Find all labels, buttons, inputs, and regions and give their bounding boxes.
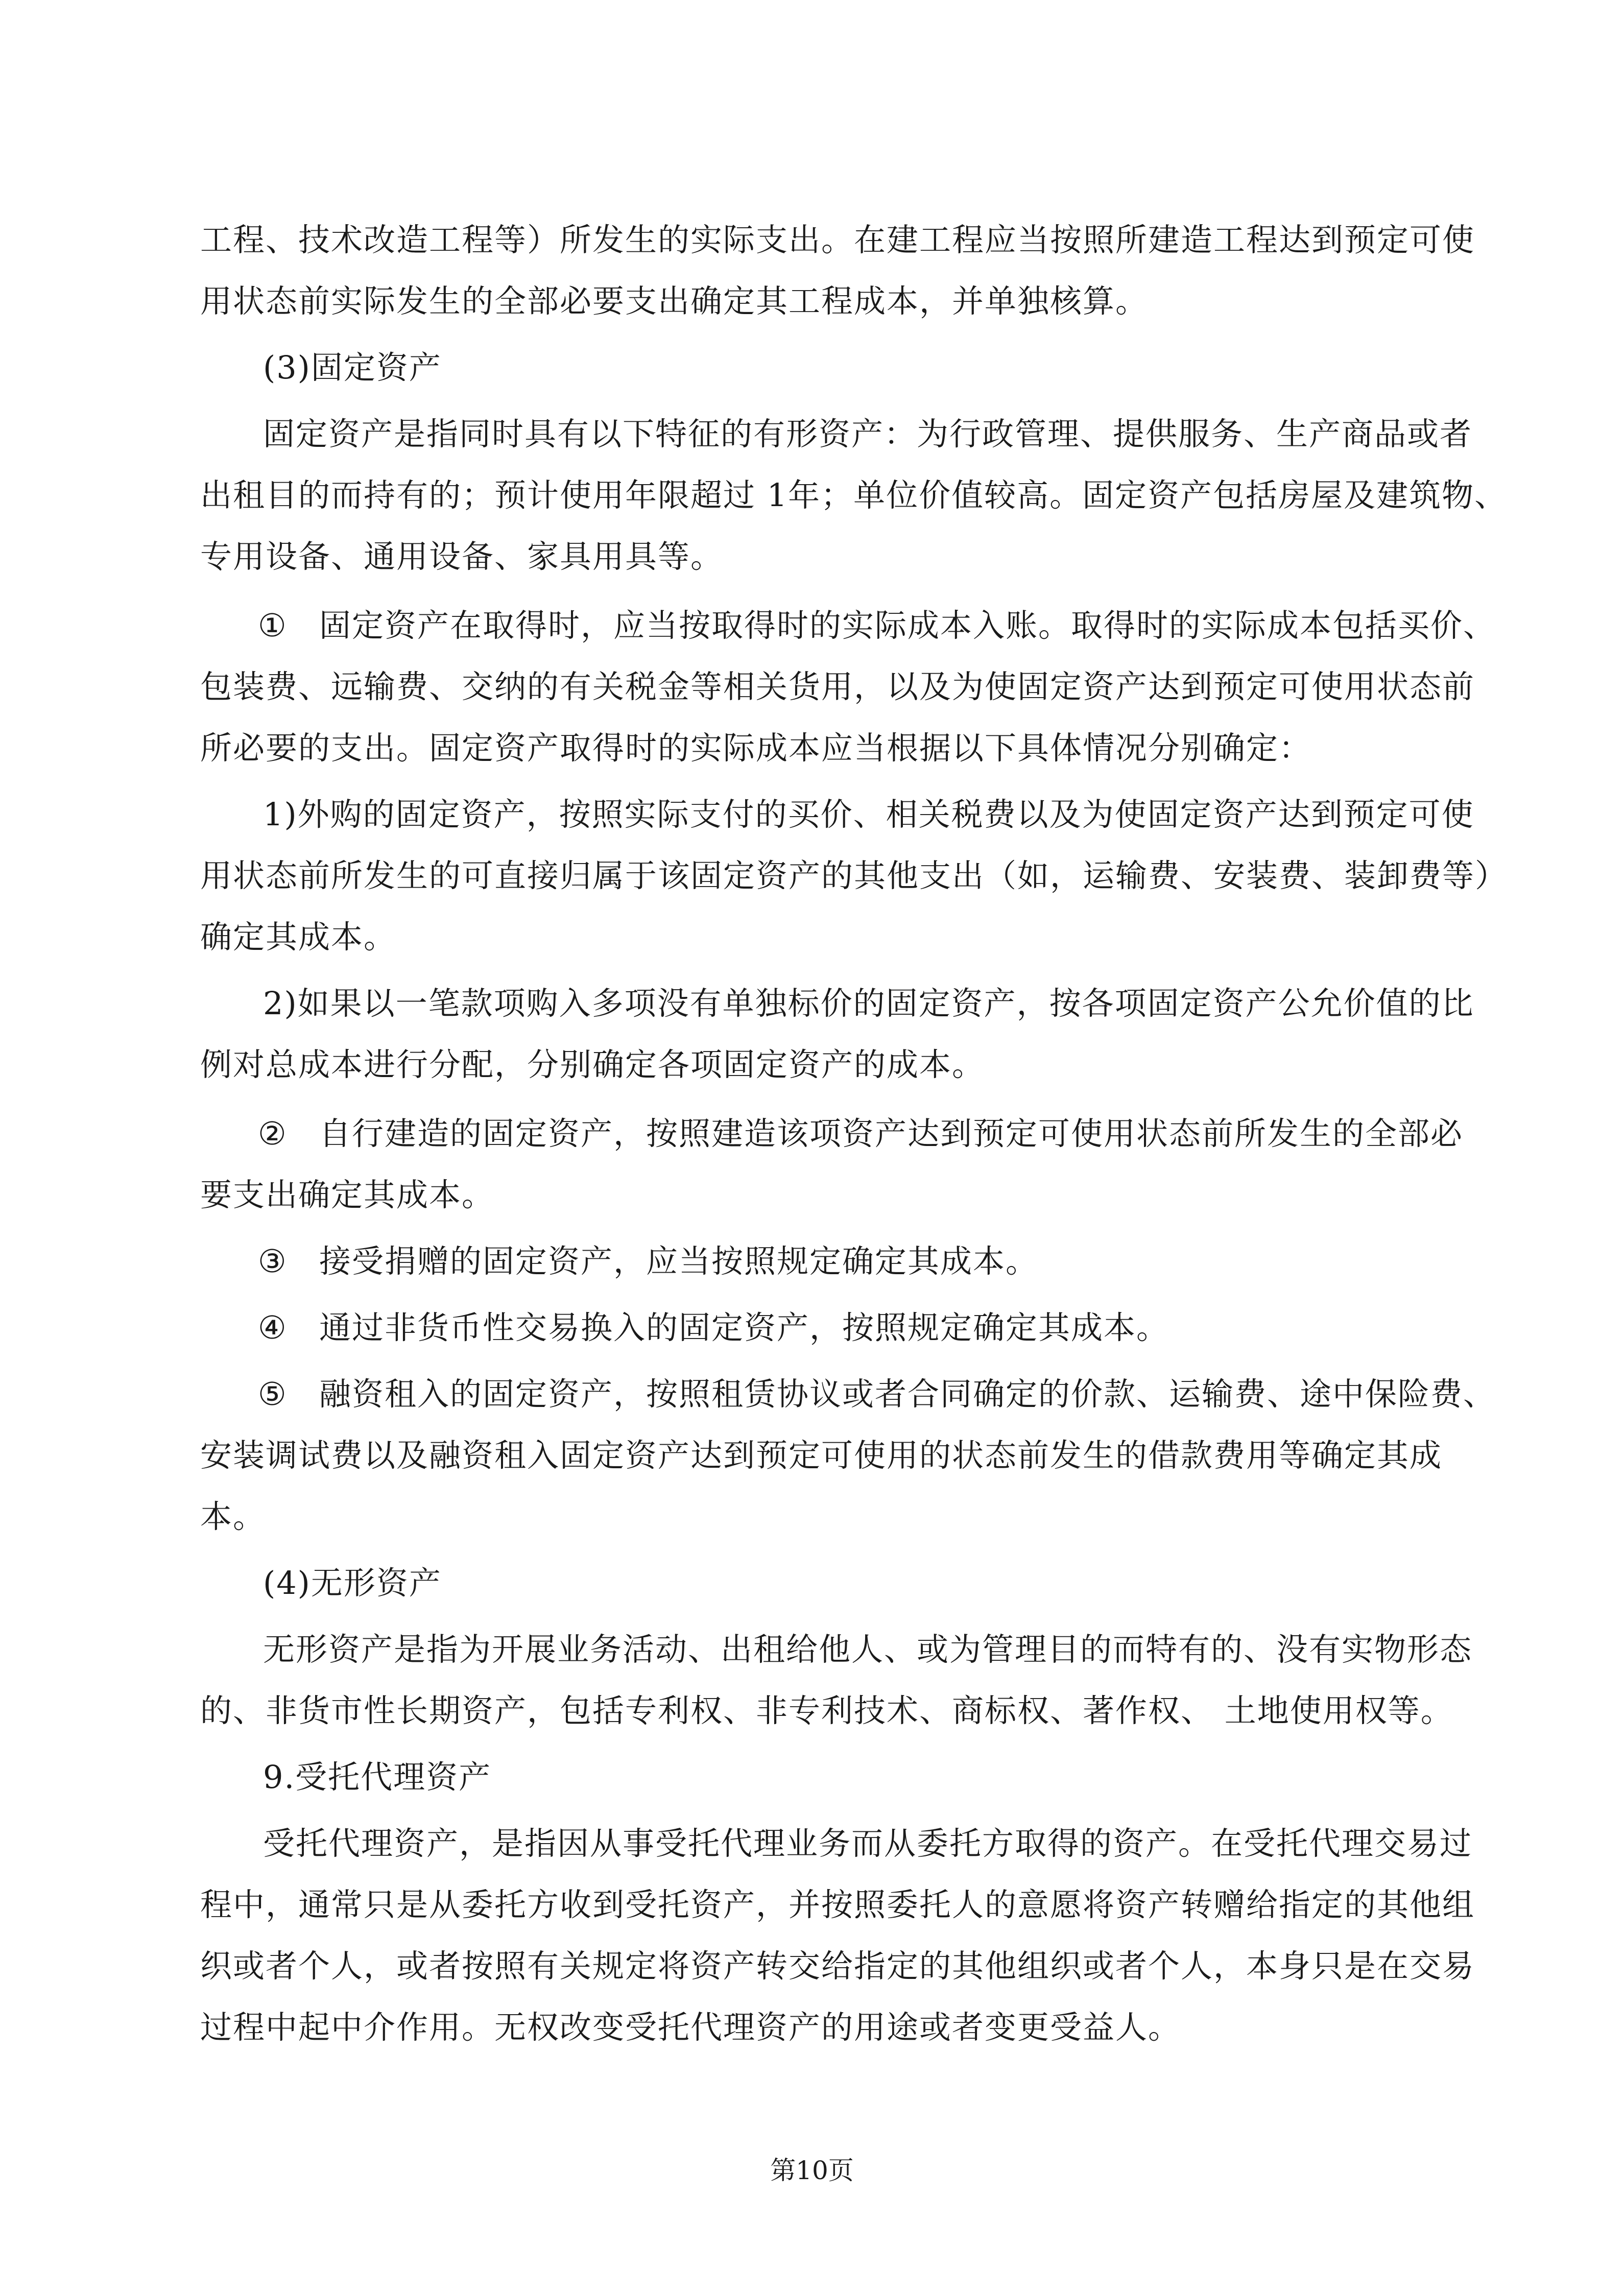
section-heading-entrusted-assets: 9.受托代理资产 <box>263 1758 492 1796</box>
item-number-1: ① <box>258 607 288 644</box>
numbered-item-3 <box>258 1241 1038 1282</box>
body-line: 安装调试费以及融资租入固定资产达到预定可使用的状态前发生的借款费用等确定其成 <box>200 1437 1443 1474</box>
item-text: 接受捐赠的固定资产，应当按照规定确定其成本。 <box>319 1243 1039 1280</box>
item-number-3: ③ <box>258 1243 288 1280</box>
body-line: 要支出确定其成本。 <box>200 1176 495 1213</box>
body-line: 无形资产是指为开展业务活动、出租给他人、或为管理目的而特有的、没有实物形态 <box>263 1631 1473 1668</box>
body-line: 用状态前所发生的可直接归属于该固定资产的其他支出（如，运输费、安装费、装卸费等） <box>200 857 1508 894</box>
item-number-5: ⑤ <box>258 1375 288 1413</box>
page-number: 第10页 <box>770 2156 854 2185</box>
body-line: 确定其成本。 <box>200 918 397 956</box>
body-line: 专用设备、通用设备、家具用具等。 <box>200 538 724 575</box>
body-line: 1)外购的固定资产，按照实际支付的买价、相关税费以及为使固定资产达到预定可使 <box>263 796 1474 833</box>
body-line: 工程、技术改造工程等）所发生的实际支出。在建工程应当按照所建造工程达到预定可使 <box>200 221 1475 258</box>
body-line: 出租目的而持有的；预计使用年限超过 1年；单位价值较高。固定资产包括房屋及建筑物、 <box>200 476 1508 514</box>
item-number-4: ④ <box>258 1309 288 1346</box>
item-number-2: ② <box>258 1115 288 1152</box>
item-text: 自行建造的固定资产，按照建造该项资产达到预定可使用状态前所发生的全部必 <box>319 1115 1464 1152</box>
body-line: 受托代理资产，是指因从事受托代理业务而从委托方取得的资产。在受托代理交易过 <box>263 1825 1473 1862</box>
body-line: 固定资产是指同时具有以下特征的有形资产：为行政管理、提供服务、生产商品或者 <box>263 415 1473 452</box>
item-text: 通过非货币性交易换入的固定资产，按照规定确定其成本。 <box>319 1309 1169 1346</box>
numbered-item-4 <box>258 1307 1169 1348</box>
body-line: 用状态前实际发生的全部必要支出确定其工程成本，并单独核算。 <box>200 282 1149 320</box>
body-line: 例对总成本进行分配，分别确定各项固定资产的成本。 <box>200 1046 985 1083</box>
item-text: 融资租入的固定资产，按照租赁协议或者合同确定的价款、运输费、途中保险费、 <box>319 1375 1496 1413</box>
body-line: 程中，通常只是从委托方收到受托资产，并按照委托人的意愿将资产转赠给指定的其他组 <box>200 1886 1475 1923</box>
section-heading-fixed-assets: (3)固定资产 <box>263 349 442 386</box>
body-line: 包装费、远输费、交纳的有关税金等相关货用，以及为使固定资产达到预定可使用状态前 <box>200 668 1475 705</box>
body-line: 的、非货市性长期资产，包括专利权、非专利技术、商标权、著作权、 土地使用权等。 <box>200 1692 1453 1729</box>
body-line: 织或者个人，或者按照有关规定将资产转交给指定的其他组织或者个人，本身只是在交易 <box>200 1947 1475 1985</box>
numbered-item-5 <box>258 1374 1496 1415</box>
item-text: 固定资产在取得时，应当按取得时的实际成本入账。取得时的实际成本包括买价、 <box>319 607 1496 644</box>
section-heading-intangible-assets: (4)无形资产 <box>263 1564 442 1602</box>
body-line: 过程中起中介作用。无权改变受托代理资产的用途或者变更受益人。 <box>200 2009 1181 2046</box>
body-line: 本。 <box>200 1498 266 1535</box>
numbered-item-1 <box>258 605 1496 646</box>
body-line: 所必要的支出。固定资产取得时的实际成本应当根据以下具体情况分别确定： <box>200 729 1312 767</box>
body-line: 2)如果以一笔款项购入多项没有单独标价的固定资产，按各项固定资产公允价值的比 <box>263 985 1474 1022</box>
numbered-item-2 <box>258 1113 1463 1154</box>
